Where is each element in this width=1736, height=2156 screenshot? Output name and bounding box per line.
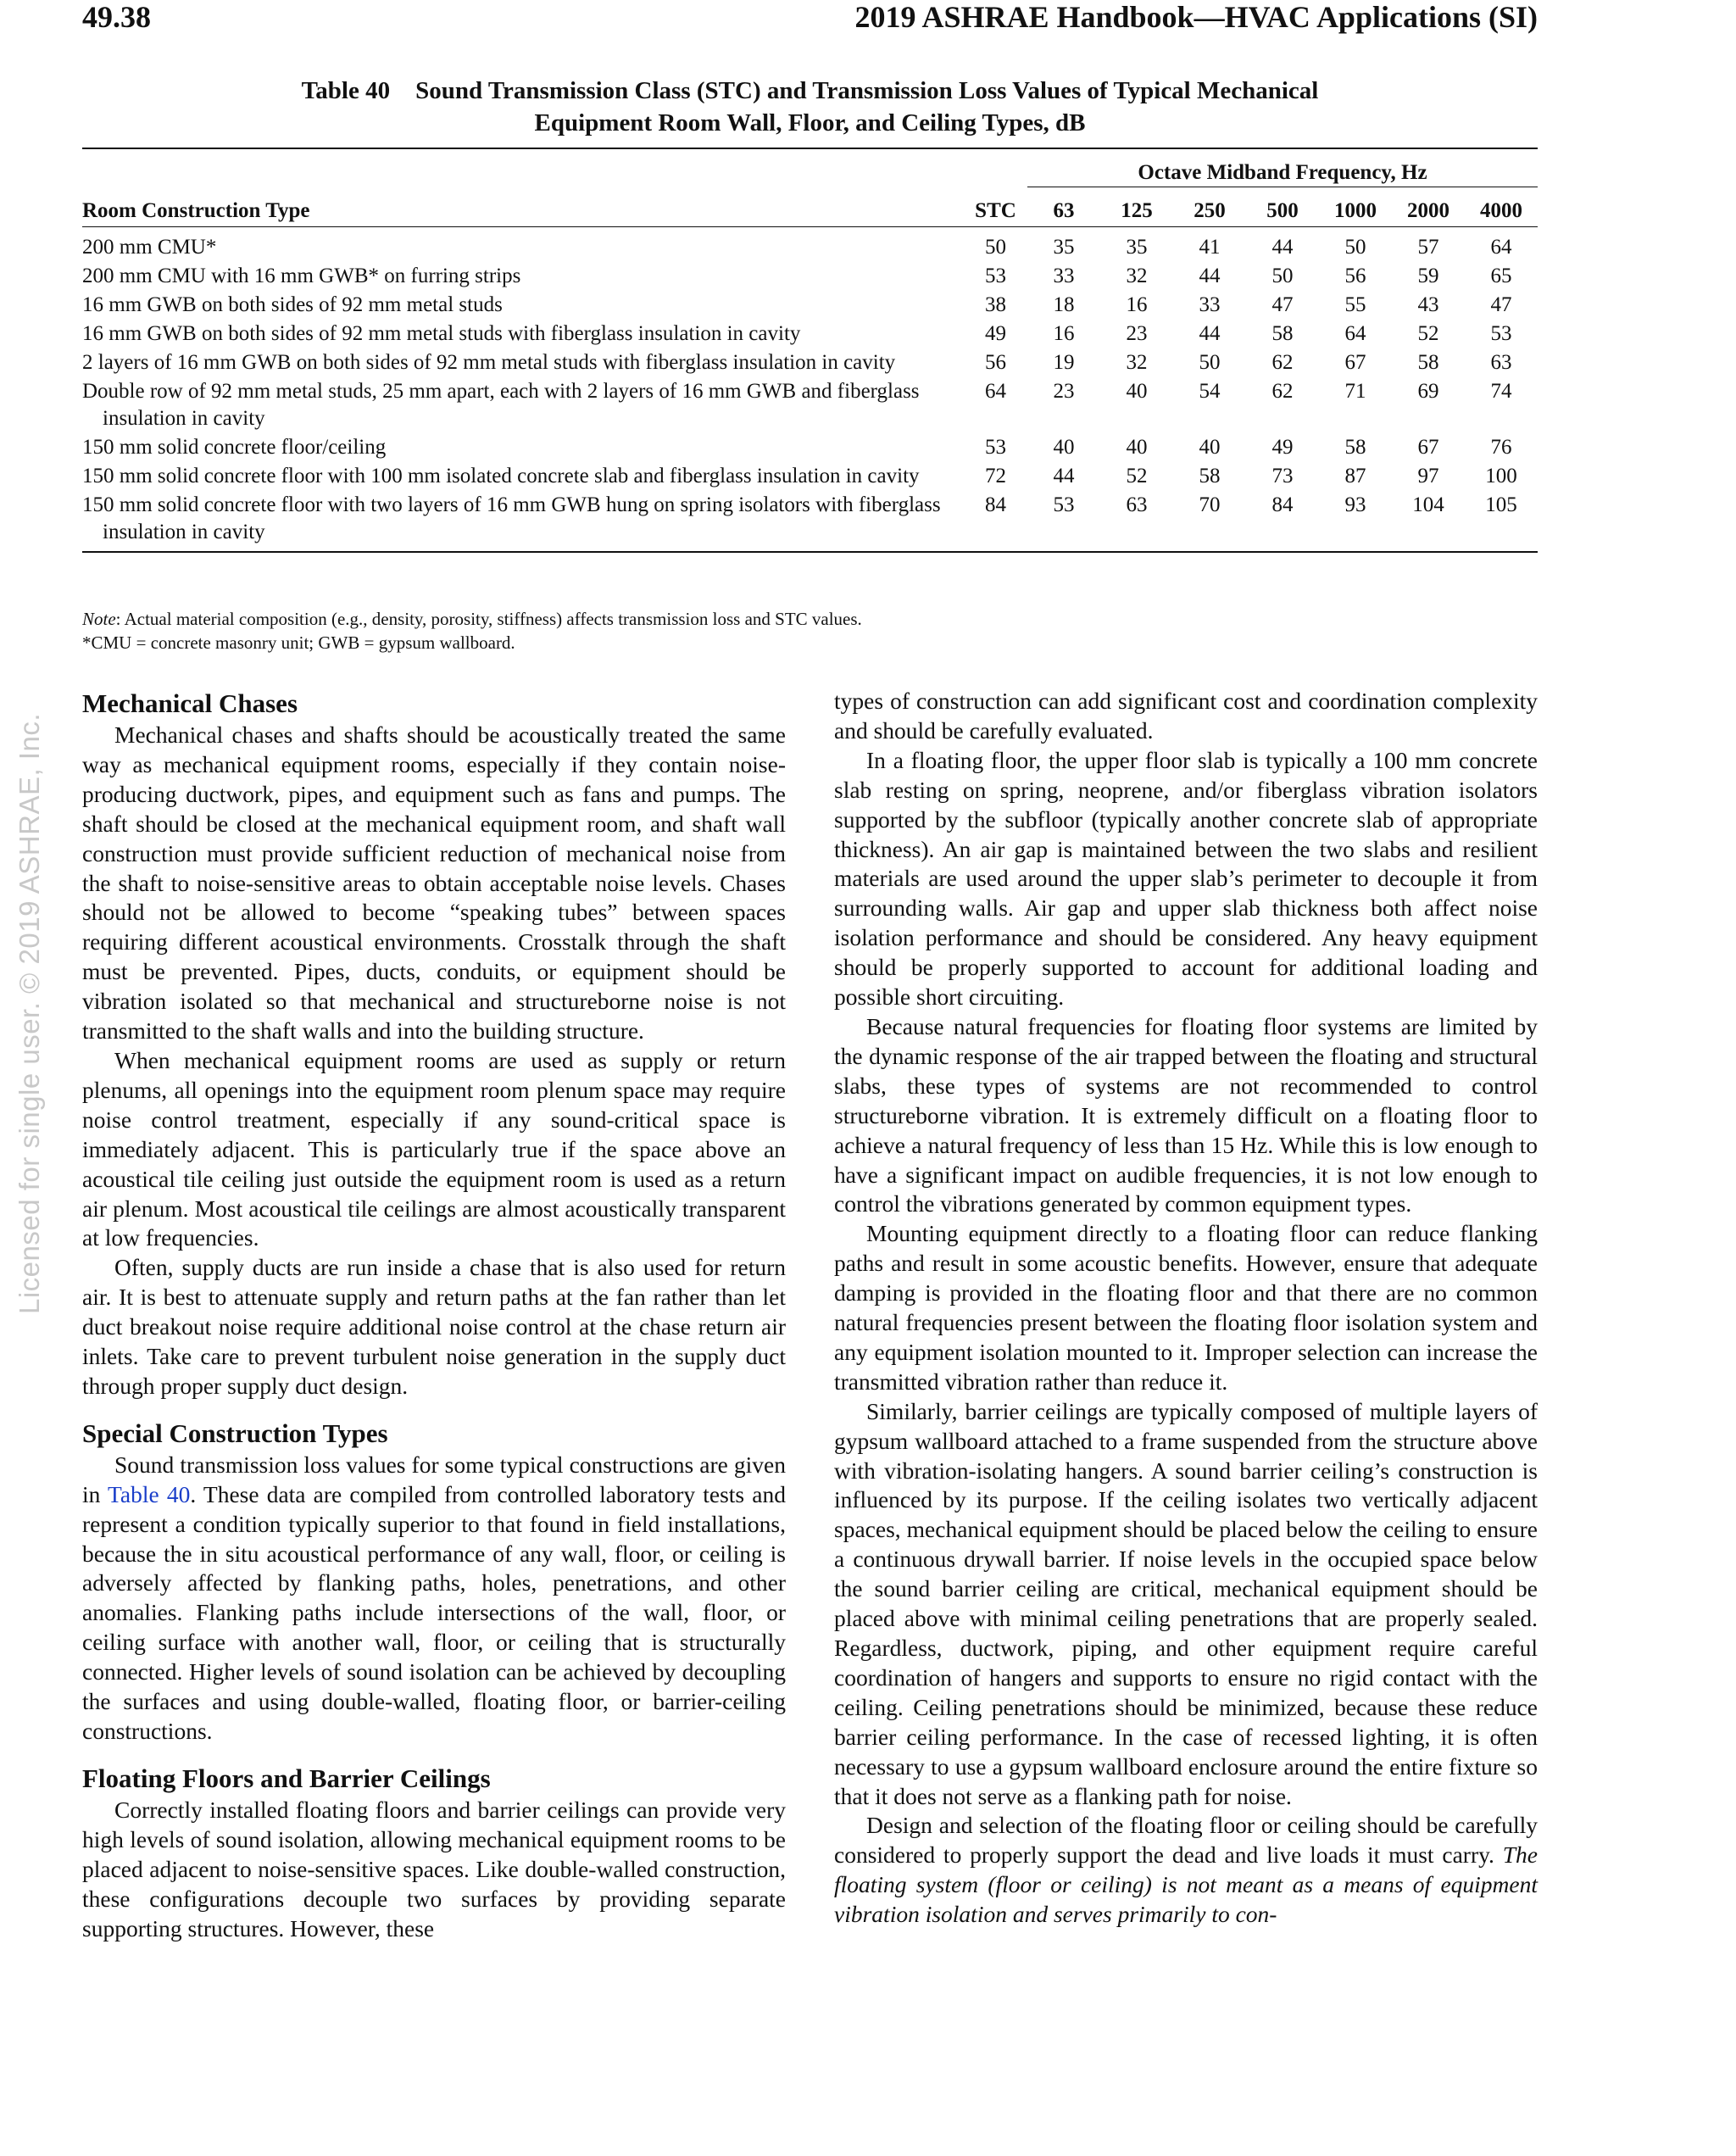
tl-value-63: 19 [1053,351,1075,374]
tl-value-63: 44 [1053,465,1075,487]
tl-value-2000: 58 [1417,351,1439,374]
tl-value-125: 32 [1126,265,1148,287]
tl-value-4000: 64 [1490,236,1512,259]
table-title [82,75,1538,139]
tl-value-1000: 71 [1344,380,1366,403]
tl-value-125: 52 [1126,465,1148,487]
construction-type: 200 mm CMU with 16 mm GWB* on furring strips [82,265,521,287]
table-row [82,292,1538,320]
tl-value-63: 53 [1027,492,1100,552]
col-header-freq-500: 500 [1246,187,1319,227]
stc-value: 53 [985,265,1006,287]
tl-value-4000: 76 [1490,436,1512,459]
note-label: Note [82,609,116,629]
tl-value-2000: 43 [1417,293,1439,316]
tl-value-250: 40 [1199,436,1221,459]
tl-value-125: 16 [1126,293,1148,316]
col-header-freq-63: 63 [1027,187,1100,227]
tl-value-1000: 87 [1344,465,1366,487]
table-row [82,492,1538,552]
tl-value-250: 54 [1199,380,1221,403]
tl-value-2000: 104 [1392,492,1465,552]
tl-value-2000: 52 [1417,322,1439,345]
construction-type: Double row of 92 mm metal studs, 25 mm apart, each with 2 layers of 16 mm GWB and fiberglass insulation in cavity [82,380,920,430]
table-note [82,607,862,631]
chases-paragraph-3: Often, supply ducts are run inside a chase that is also used for return air. It is best to attenuate supply and return paths at the fan rather than let duct breakout noise require additional noise control at the chase return air inlets. Take care to prevent turbulent noise generation in the supply duct through proper supply duct design. [82,1254,786,1399]
table-title-line1: Sound Transmission Class (STC) and Transmission Loss Values of Typical Mechanical [415,77,1319,104]
tl-value-250: 44 [1199,265,1221,287]
special-paragraph-1: Sound transmission loss values for some typical constructions are given in Table 40. These data are compiled from controlled laboratory tests and represent a condition typically superior to that found in field installations, because the in situ acoustical performance of any wall, floor, or ceiling is adversely affected by flanking paths, holes, penetrations, and other anomalies. Flanking paths include intersections of the wall, floor, or ceiling surface with another wall, floor, or ceiling that is structurally connected. Higher levels of sound isolation can be achieved by decoupling the surfaces and using double-walled, floating floor, or barrier-ceiling constructions. [82,1451,786,1744]
floating-paragraph-3: Because natural frequencies for floating floor systems are limited by the dynamic response of the air trapped between the floating and structural slabs, these types of systems are not recommended to control structureborne vibration. It is extremely difficult on a floating floor to achieve a natural frequency of less than 15 Hz. While this is low enough to have a significant impact on audible frequencies, it is not low enough to control the vibrations generated by common equipment types. [834,1012,1538,1217]
construction-type: 16 mm GWB on both sides of 92 mm metal studs with fiberglass insulation in cavity [82,322,801,345]
tl-value-500: 50 [1271,265,1294,287]
tl-value-500: 49 [1271,436,1294,459]
stc-value: 53 [985,436,1006,459]
table-row [82,434,1538,463]
tl-value-63: 18 [1053,293,1075,316]
tl-value-63: 40 [1053,436,1075,459]
stc-value: 56 [985,351,1006,374]
tl-value-63: 33 [1053,265,1075,287]
construction-type: 150 mm solid concrete floor with 100 mm isolated concrete slab and fiberglass insulation in cavity [82,465,920,487]
tl-value-125: 35 [1126,236,1148,259]
tl-value-500: 62 [1271,351,1294,374]
tl-value-125: 63 [1100,492,1173,552]
tl-value-2000: 57 [1417,236,1439,259]
page-number: 49.38 [82,0,151,34]
tl-value-1000: 56 [1344,265,1366,287]
col-header-freq-2000: 2000 [1392,187,1465,227]
construction-type: 2 layers of 16 mm GWB on both sides of 92 mm metal studs with fiberglass insulation in cavity [82,351,896,374]
table-40-link[interactable]: Table 40 [108,1480,191,1507]
table-row [82,227,1538,264]
col-header-freq-250: 250 [1173,187,1246,227]
left-column [82,687,786,1943]
tl-value-125: 40 [1126,380,1148,403]
tl-value-4000: 100 [1485,465,1517,487]
tl-value-2000: 67 [1417,436,1439,459]
stc-value: 50 [985,236,1006,259]
tl-value-4000: 74 [1490,380,1512,403]
col-header-freq-125: 125 [1100,187,1173,227]
table-row [82,463,1538,492]
running-header: 2019 ASHRAE Handbook—HVAC Applications (SI) [854,0,1538,34]
stc-value: 72 [985,465,1006,487]
tl-value-4000: 53 [1490,322,1512,345]
tl-value-4000: 63 [1490,351,1512,374]
col-header-type: Room Construction Type [82,187,964,227]
tl-value-2000: 69 [1417,380,1439,403]
tl-value-500: 44 [1271,236,1294,259]
italic-statement: The floating system (floor or ceiling) is not meant as a means of equipment vibration isolation and serves primarily to con- [834,1841,1538,1928]
stc-value: 38 [985,293,1006,316]
table-title-line2: Equipment Room Wall, Floor, and Ceiling Types, dB [534,109,1086,136]
stc-value: 49 [985,322,1006,345]
stc-table [82,148,1538,553]
tl-value-125: 32 [1126,351,1148,374]
heading-mechanical-chases: Mechanical Chases [82,688,298,718]
table-row [82,263,1538,292]
tl-value-2000: 59 [1417,265,1439,287]
tl-value-500: 84 [1246,492,1319,552]
chases-paragraph-2: When mechanical equipment rooms are used as supply or return plenums, all openings into the equipment room plenum space may require noise control treatment, especially if any sound-critical space is immediately adjacent. This is particularly true if the space above an acoustical tile ceiling just outside the equipment room is used as a return air plenum. Most acoustical tile ceilings are almost acoustically transparent at low frequencies. [82,1046,786,1251]
stc-value: 64 [985,380,1006,403]
construction-type: 200 mm CMU* [82,236,217,259]
floating-paragraph-1-cont: types of construction can add significant cost and coordination complexity and should be carefully evaluated. [834,688,1538,744]
construction-type: 150 mm solid concrete floor/ceiling [82,436,387,459]
tl-value-63: 23 [1053,380,1075,403]
construction-type: 16 mm GWB on both sides of 92 mm metal studs [82,293,503,316]
floating-paragraph-4: Mounting equipment directly to a floating floor can reduce flanking paths and result in some acoustic benefits. However, ensure that adequate damping is provided in the floating floor and that there are no common natural frequencies present between the floating floor isolation system and any equipment isolation mounted to it. Improper selection can increase the transmitted vibration rather than reduce it. [834,1220,1538,1395]
tl-value-500: 47 [1271,293,1294,316]
frequency-group-header: Octave Midband Frequency, Hz [1027,148,1538,187]
floating-paragraph-1: Correctly installed floating floors and barrier ceilings can provide very high levels of sound isolation, allowing mechanical equipment rooms to be placed adjacent to noise-sensitive spaces. Like double-walled construction, these configurations decouple two surfaces by providing separate supporting structures. However, these [82,1796,786,1942]
tl-value-250: 33 [1199,293,1221,316]
tl-value-4000: 65 [1490,265,1512,287]
tl-value-250: 50 [1199,351,1221,374]
tl-value-1000: 93 [1319,492,1392,552]
tl-value-1000: 64 [1344,322,1366,345]
heading-floating-floors: Floating Floors and Barrier Ceilings [82,1763,491,1793]
tl-value-250: 58 [1199,465,1221,487]
tl-value-2000: 97 [1417,465,1439,487]
tl-value-250: 44 [1199,322,1221,345]
table-footnote: *CMU = concrete masonry unit; GWB = gypsum wallboard. [82,632,515,653]
table-notes [82,607,862,655]
design-selection-paragraph: Design and selection of the floating floor or ceiling should be carefully considered to properly support the dead and live loads it must carry. The floating system (floor or ceiling) is not meant as a means of equipment vibration isolation and serves primarily to con- [834,1812,1538,1928]
table-number: Table 40 [301,77,391,104]
col-header-freq-4000: 4000 [1465,187,1538,227]
tl-value-1000: 55 [1344,293,1366,316]
tl-value-4000: 105 [1465,492,1538,552]
heading-special-construction: Special Construction Types [82,1418,388,1448]
col-header-freq-1000: 1000 [1319,187,1392,227]
tl-value-250: 41 [1199,236,1221,259]
tl-value-63: 35 [1053,236,1075,259]
license-watermark: Licensed for single user. © 2019 ASHRAE, Inc. [14,712,45,1314]
tl-value-250: 70 [1173,492,1246,552]
tl-value-4000: 47 [1490,293,1512,316]
stc-table-body [82,227,1538,553]
tl-value-125: 23 [1126,322,1148,345]
barrier-ceiling-paragraph: Similarly, barrier ceilings are typically composed of multiple layers of gypsum wallboard attached to a frame suspended from the structure above with vibration-isolating hangers. A sound barrier ceiling’s construction is influenced by its purpose. If the ceiling isolates two vertically adjacent spaces, mechanical equipment should be placed below the ceiling to ensure a continuous drywall barrier. If noise levels in the occupied space below the sound barrier ceiling are critical, mechanical equipment should be placed above with minimal ceiling penetrations that are properly sealed. Regardless, ductwork, piping, and other equipment require careful coordination of hangers and supports to ensure no rigid contact with the ceiling. Ceiling penetrations should be minimized, because these reduce barrier ceiling performance. In the case of recessed lighting, it is often necessary to use a gypsum wallboard enclosure around the entire fixture so that it does not serve as a flanking path for noise. [834,1397,1538,1809]
stc-value: 84 [964,492,1027,552]
tl-value-63: 16 [1053,322,1075,345]
note-text: : Actual material composition (e.g., density, porosity, stiffness) affects transmission loss and STC values. [115,609,862,629]
col-header-stc: STC [964,187,1027,227]
tl-value-1000: 58 [1344,436,1366,459]
construction-type: 150 mm solid concrete floor with two layers of 16 mm GWB hung on spring isolators with fiberglass insulation in cavity [82,493,941,543]
floating-paragraph-2: In a floating floor, the upper floor slab is typically a 100 mm concrete slab resting on spring, neoprene, and/or fiberglass vibration isolators supported by the subfloor (typically another concrete slab of appropriate thickness). An air gap is maintained between the two slabs and resilient materials are used around the upper slab’s perimeter to decouple it from surrounding walls. Air gap and upper slab thickness both affect noise isolation performance and should be considered. Any heavy equipment should be properly supported to account for additional loading and possible short circuiting. [834,746,1538,1011]
right-column [834,687,1538,1930]
tl-value-500: 73 [1271,465,1294,487]
tl-value-500: 58 [1271,322,1294,345]
tl-value-125: 40 [1126,436,1148,459]
table-row [82,378,1538,434]
chases-paragraph-1: Mechanical chases and shafts should be acoustically treated the same way as mechanical equipment rooms, especially if they contain noise-producing ductwork, pipes, and equipment such as fans and pumps. The shaft should be closed at the mechanical equipment room, and shaft wall construction must provide sufficient reduction of mechanical noise from the shaft to noise-sensitive areas to obtain acceptable noise levels. Chases should not be allowed to become “speaking tubes” between spaces requiring different acoustical environments. Crosstalk through the shaft must be prevented. Pipes, ducts, conduits, or equipment should be vibration isolated so that mechanical and structureborne noise is not transmitted to the shaft walls and into the building structure. [82,721,786,1045]
table-row [82,349,1538,378]
tl-value-1000: 67 [1344,351,1366,374]
table-row [82,320,1538,349]
tl-value-500: 62 [1271,380,1294,403]
tl-value-1000: 50 [1344,236,1366,259]
